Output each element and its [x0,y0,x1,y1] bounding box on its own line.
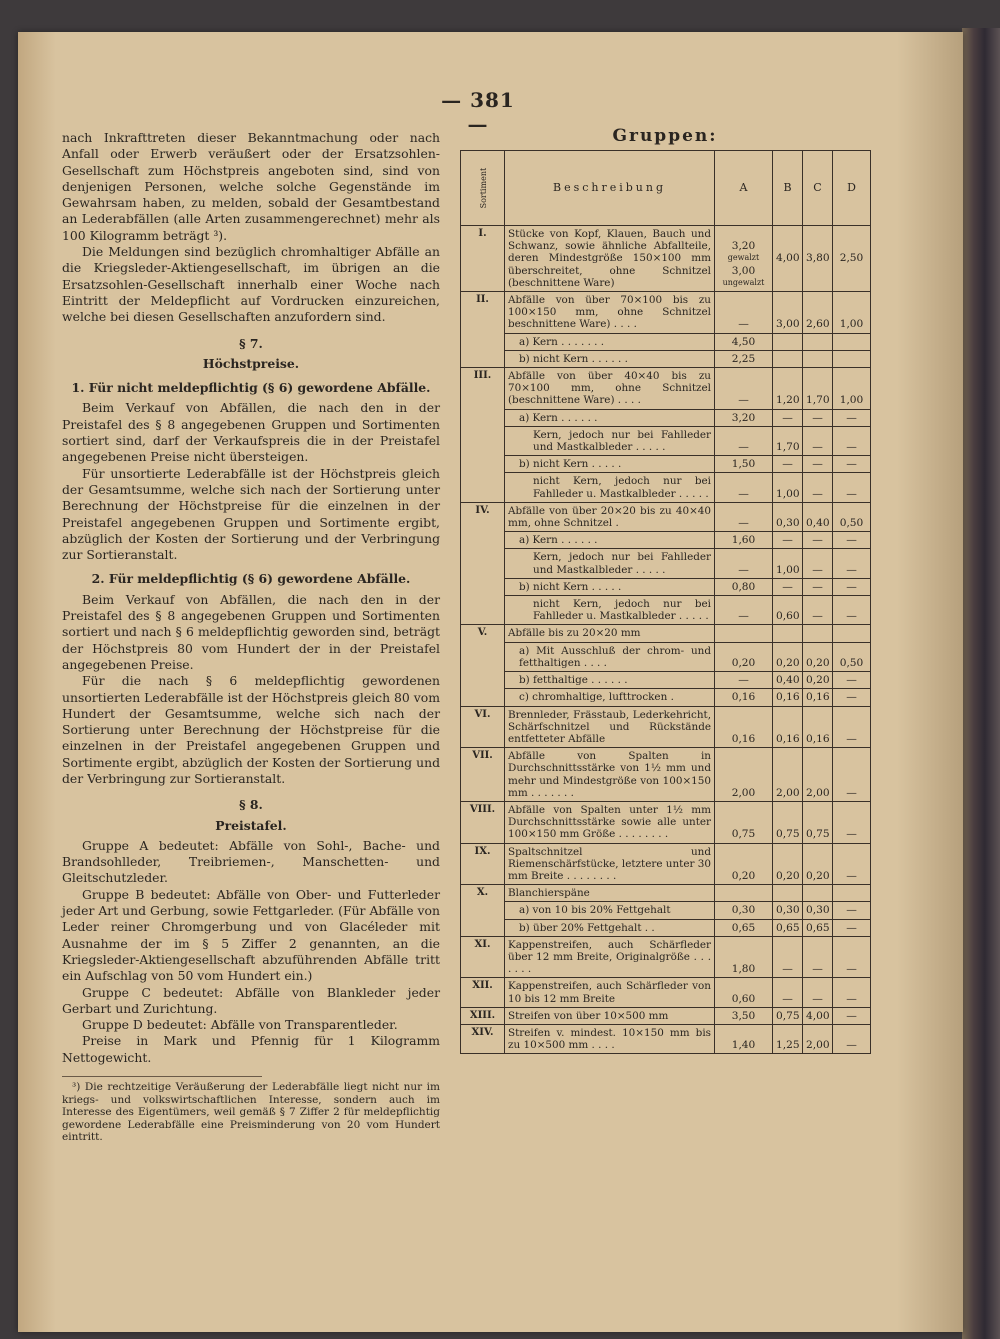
table-subrow: b) nicht Kern . . . . . . 2,25 [461,350,871,367]
section-number: § 7. [239,335,263,351]
header-sortiment: Sortiment [461,151,505,226]
header-c: C [803,151,833,226]
left-text-column [62,130,440,1144]
table-subrow: a) Kern . . . . . . 3,20 — — — [461,409,871,426]
paragraph: Beim Verkauf von Abfällen, die nach den in der Preistafel des § 8 angegebenen Gruppen und Sortimenten sortiert sind, darf der Verkaufspreis die in der Preistafel angegebenen Preise nicht übersteigen. [62,400,440,465]
header-b: B [773,151,803,226]
paragraph: nach Inkrafttreten dieser Bekanntmachung oder nach Anfall oder Erwerb veräußert oder der Ersatzsohlen-Gesellschaft zum Höchstpreis angeboten sind, sind von denjenigen Personen, welche solche Gegenstände im Gewahrsam haben, zu melden, sobald der Gesamtbestand an Lederabfällen (alle Arten zusammengerechnet) mehr als 100 Kilogramm beträgt ³). [62,130,440,243]
table-row: IX. Spaltschnitzel und Riemenschärfstücke, letztere unter 30 mm Breite . . . . . . . . 0,20 0,20 0,20 — [461,843,871,885]
table-row: XI. Kappenstreifen, auch Schärfleder über 12 mm Breite, Originalgröße . . . . . . . 1,80 — — — [461,936,871,978]
table-row: VII. Abfälle von Spalten in Durchschnittsstärke von 1½ mm und mehr und Mindestgröße von 100×150 mm . . . . . . . 2,00 2,00 2,00 — [461,748,871,802]
table-subrow: b) nicht Kern . . . . . 1,50 — — — [461,456,871,473]
table-subrow: c) chromhaltige, lufttrocken . 0,16 0,16 0,16 — [461,689,871,706]
paragraph: Gruppe C bedeutet: Abfälle von Blankleder jeder Gerbart und Zurichtung. [62,984,440,1016]
table-row: VI. Brennleder, Frässtaub, Lederkehricht, Schärfschnitzel und Rückstände entfetteter Abfälle 0,16 0,16 0,16 — [461,706,871,748]
price-table-column [460,126,870,1054]
table-row: XIII. Streifen von über 10×500 mm 3,50 0,75 4,00 — [461,1007,871,1024]
table-row: IV. Abfälle von über 20×20 bis zu 40×40 mm, ohne Schnitzel . — 0,30 0,40 0,50 [461,502,871,531]
table-row: X. Blanchierspäne [461,885,871,902]
table-subrow: Kern, jedoch nur bei Fahlleder und Mastkalbleder . . . . . — 1,00 — — [461,549,871,578]
table-title: Gruppen: [612,126,718,146]
table-subrow: a) Kern . . . . . . . 4,50 [461,333,871,350]
table-subrow: nicht Kern, jedoch nur bei Fahlleder u. Mastkalbleder . . . . . — 1,00 — — [461,473,871,502]
subsection-heading: 1. Für nicht meldepflichtig (§ 6) gewordene Abfälle. [71,380,431,396]
table-subrow: b) nicht Kern . . . . . 0,80 — — — [461,578,871,595]
table-row: XII. Kappenstreifen, auch Schärfleder von 10 bis 12 mm Breite 0,60 — — — [461,978,871,1007]
page-number: — 381 — [441,88,515,136]
subsection-heading: 2. Für meldepflichtig (§ 6) gewordene Abfälle. [91,571,411,587]
table-row: V. Abfälle bis zu 20×20 mm [461,625,871,642]
table-subrow: Kern, jedoch nur bei Fahlleder und Mastkalbleder . . . . . — 1,70 — — [461,426,871,455]
paragraph: Beim Verkauf von Abfällen, die nach den in der Preistafel des § 8 angegebenen Gruppen und Sortimenten sortiert und nach § 6 meldepflichtig geworden sind, beträgt der Höchstpreis 80 vom Hundert der in der Preistafel angegebenen Preise. [62,591,440,672]
table-subrow: a) von 10 bis 20% Fettgehalt 0,30 0,30 0,30 — [461,902,871,919]
table-row: III. Abfälle von über 40×40 bis zu 70×100 mm, ohne Schnitzel (beschnittene Ware) . . . . — 1,20 1,70 1,00 [461,368,871,410]
table-row: VIII. Abfälle von Spalten unter 1½ mm Durchschnittsstärke sowie alle unter 100×150 mm Größe . . . . . . . . 0,75 0,75 0,75 — [461,801,871,843]
paragraph: Für die nach § 6 meldepflichtig gewordenen unsortierten Lederabfälle ist der Höchstpreis gleich 80 vom Hundert der Gesamtsumme, welche sich nach der Sortierung unter Berechnung der Höchstpreise für die einzelnen in der Preistafel angegebenen Gruppen und Sortimente ergibt, abzüglich der Kosten der Sortierung und der Verbringung zur Sortieranstalt. [62,673,440,786]
paragraph: Preise in Mark und Pfennig für 1 Kilogramm Nettogewicht. [62,1033,440,1065]
table-subrow: nicht Kern, jedoch nur bei Fahlleder u. Mastkalbleder . . . . . — 0,60 — — [461,596,871,625]
footnote: ³) Die rechtzeitige Veräußerung der Lederabfälle liegt nicht nur im kriegs- und volkswirtschaftlichen Interesse, sondern auch im Interesse des Eigentümers, weil gemäß § 7 Ziffer 2 für meldepflichtig gewordene Lederabfälle eine Preisminderung von 20 vom Hundert eintritt. [62,1081,440,1144]
price-table [460,150,871,1054]
header-a: A [715,151,773,226]
paragraph: Gruppe A bedeutet: Abfälle von Sohl-, Bache- und Brandsohlleder, Treibriemen-, Manschetten- und Gleitschutzleder. [62,837,440,886]
table-header-row [461,151,871,226]
header-d: D [833,151,871,226]
table-subrow: b) über 20% Fettgehalt . . 0,65 0,65 0,65 — [461,919,871,936]
section-title: Höchstpreise. [202,355,300,371]
paragraph: Gruppe B bedeutet: Abfälle von Ober- und Futterleder jeder Art und Gerbung, sowie Fettgarleder. (Für Abfälle von Leder reiner Chromgerbung und von Glacéleder mit Ausnahme der im § 5 Ziffer 2 genannten, an die Kriegsleder-Aktiengesellschaft abzuführenden Abfälle tritt ein Aufschlag von 50 vom Hundert ein.) [62,886,440,984]
paragraph: Für unsortierte Lederabfälle ist der Höchstpreis gleich der Gesamtsumme, welche sich nach der Sortierung unter Berechnung der Höchstpreise für die einzelnen in der Preistafel angegebenen Gruppen und Sortimente ergibt, abzüglich der Kosten der Sortierung und der Verbringung zur Sortieranstalt. [62,465,440,563]
paragraph: Gruppe D bedeutet: Abfälle von Transparentleder. [82,1017,398,1033]
book-spine [962,28,1000,1339]
table-subrow: a) Kern . . . . . . 1,60 — — — [461,532,871,549]
table-subrow: a) Mit Ausschluß der chrom- und fetthaltigen . . . . 0,20 0,20 0,20 0,50 [461,642,871,671]
table-subrow: b) fetthaltige . . . . . . — 0,40 0,20 — [461,672,871,689]
section-title: Preistafel. [215,817,287,833]
table-row: II. Abfälle von über 70×100 bis zu 100×150 mm, ohne Schnitzel beschnittene Ware) . . . . — 3,00 2,60 1,00 [461,292,871,334]
paragraph: Die Meldungen sind bezüglich chromhaltiger Abfälle an die Kriegsleder-Aktiengesellschaft, im übrigen an die Ersatzsohlen-Gesellschaft innerhalb einer Woche nach Eintritt der Meldepflicht auf Vordrucken einzureichen, welche bei diesen Gesellschaften anzufordern sind. [62,244,440,325]
section-number: § 8. [239,797,263,813]
table-row: I. Stücke von Kopf, Klauen, Bauch und Schwanz, sowie ähnliche Abfallteile, deren Mindestgröße 150×100 mm überschreitet, ohne Schnitzel (beschnittene Ware) 3,20 gewalzt 3,00 ungewalzt 4,00 3,80 2,50 [461,226,871,292]
table-row: XIV. Streifen v. mindest. 10×150 mm bis zu 10×500 mm . . . . 1,40 1,25 2,00 — [461,1024,871,1053]
header-description: Beschreibung [505,151,715,226]
